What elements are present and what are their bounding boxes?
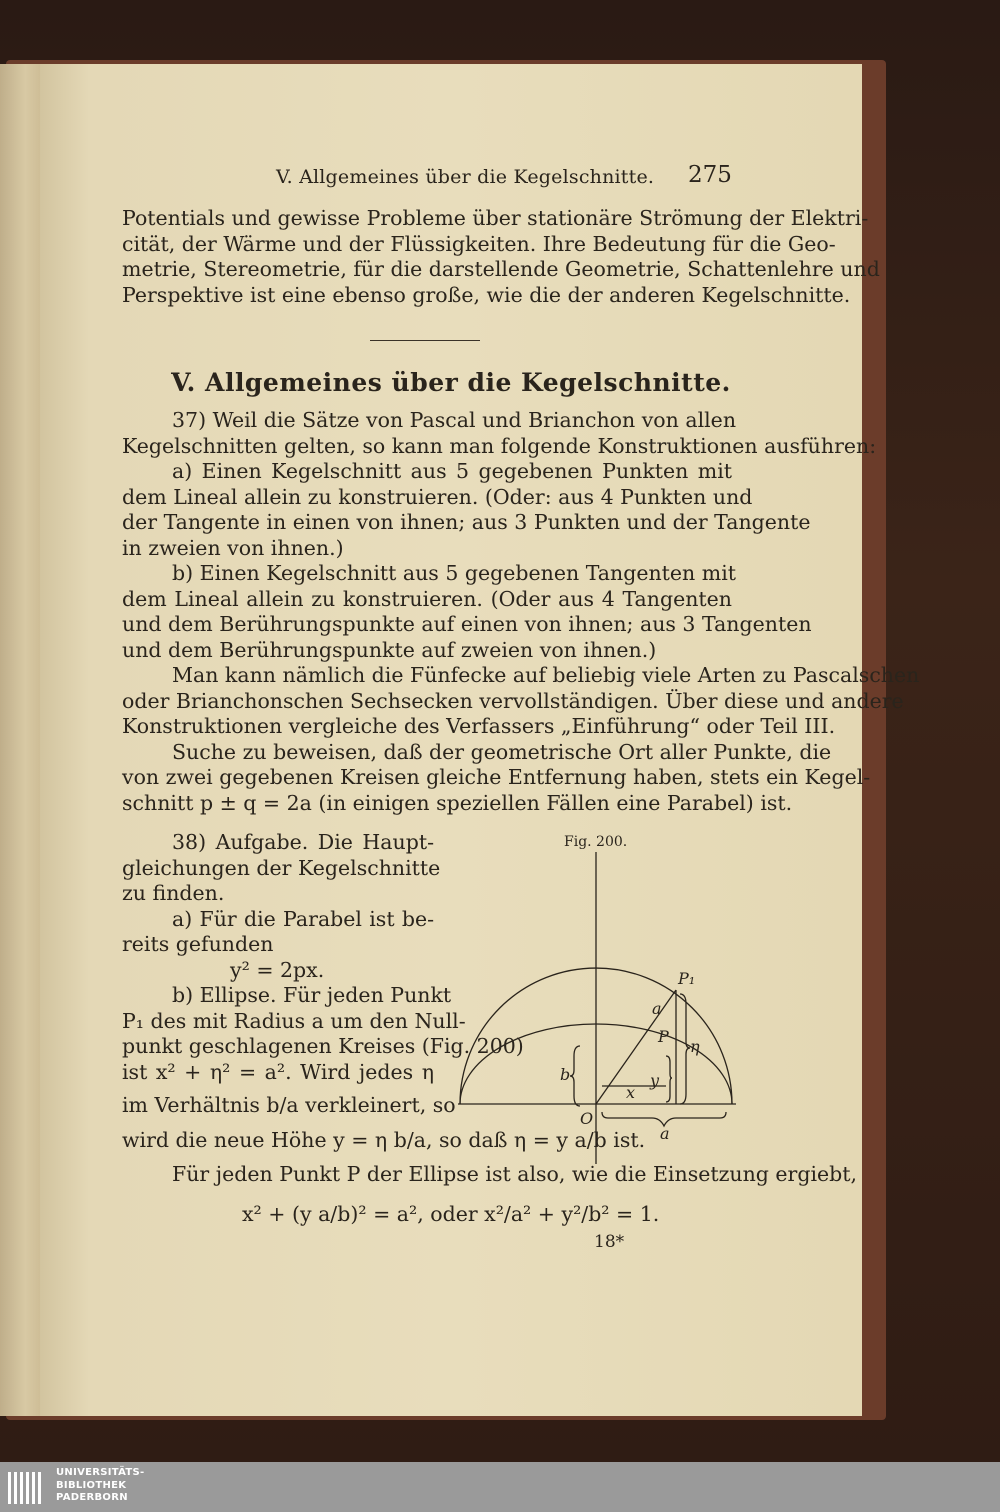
library-logo-icon [6,1468,50,1508]
text-line: schnitt p ± q = 2a (in einigen speziellen Fällen eine Parabel) ist. [122,790,793,815]
signature-mark: 18* [594,1232,625,1252]
text-line: im Verhältnis b/a verkleinert, so [122,1093,456,1117]
text-line: gleichungen der Kegelschnitte [122,855,441,880]
text-line: Suche zu beweisen, daß der geometrische Ort aller Punkte, die [172,739,832,764]
text-line: cität, der Wärme und der Flüssigkeiten. Ihre Bedeutung für die Geo- [122,231,836,256]
radius-line [596,990,676,1104]
label-p: P [658,1027,669,1046]
running-head [40,162,862,196]
body-text [122,408,920,816]
intro-paragraph [122,206,880,308]
text-line: Für jeden Punkt P der Ellipse ist also, wie die Einsetzung ergiebt, [172,1162,858,1186]
text-line: Kegelschnitten gelten, so kann man folgende Konstruktionen ausführen: [122,433,877,458]
b-brace [570,1046,580,1106]
library-name [56,1467,145,1505]
text-line: der Tangente in einen von ihnen; aus 3 Punkten und der Tangente [122,510,811,534]
text-line: und dem Berührungspunkte auf zweien von ihnen.) [122,637,657,662]
text-line: Man kann nämlich die Fünfecke auf beliebig viele Arten zu Pascalschen [172,663,920,687]
library-footer [0,1462,1000,1512]
text-line: a) Für die Parabel ist be- [172,906,434,931]
text-line: b) Ellipse. Für jeden Punkt [172,983,452,1007]
text-line: Potentials und gewisse Probleme über stationäre Strömung der Elektri- [122,206,869,230]
formula-line: x² + (y a/b)² = a², oder x²/a² + y²/b² = 1. [242,1202,660,1226]
section-divider [370,340,480,341]
facing-page-edge [0,64,44,1416]
text-line: 37) Weil die Sätze von Pascal und Brianchon von allen [172,408,737,432]
task-text [122,830,524,1125]
text-line: 38) Aufgabe. Die Haupt- [172,830,434,854]
y-brace [666,1056,672,1102]
library-line: BIBLIOTHEK [56,1479,127,1491]
label-a-radius: a [652,999,662,1018]
text-line: wird die neue Höhe y = η b/a, so daß η = y a/b ist. [122,1128,646,1152]
text-line: P₁ des mit Radius a um den Null- [122,1008,466,1033]
label-b: b [560,1065,571,1084]
figure-caption: Fig. 200. [564,834,628,850]
label-origin: O [580,1109,594,1128]
page-number: 275 [688,162,732,188]
label-eta: η [690,1037,700,1056]
book-page [40,64,920,1416]
text-line: Perspektive ist eine ebenso große, wie die der anderen Kegelschnitte. [122,282,851,307]
text-line: oder Brianchonschen Sechsecken vervollständigen. Über diese und andere [122,688,904,713]
label-y: y [650,1071,660,1090]
section-title: V. Allgemeines über die Kegelschnitte. [171,368,731,397]
text-line: Konstruktionen vergleiche des Verfassers „Einführung“ oder Teil III. [122,714,836,738]
formula-line: y² = 2px. [230,957,325,982]
library-line: UNIVERSITÄTS- [56,1467,145,1478]
text-line: zu finden. [122,881,225,905]
text-line: reits gefunden [122,932,274,956]
text-line: a) Einen Kegelschnitt aus 5 gegebenen Punkten mit [172,459,732,483]
text-line: dem Lineal allein zu konstruieren. (Oder: aus 4 Punkten und [122,484,753,509]
text-line: punkt geschlagenen Kreises (Fig. 200) [122,1034,524,1058]
text-line: dem Lineal allein zu konstruieren. (Oder aus 4 Tangenten [122,586,732,611]
library-line: PADERBORN [56,1492,128,1503]
text-line: in zweien von ihnen.) [122,535,344,560]
eta-brace [680,994,690,1104]
text-line: ist x² + η² = a². Wird jedes η [122,1059,434,1084]
text-line: von zwei gegebenen Kreisen gleiche Entfernung haben, stets ein Kegel- [122,765,871,789]
label-p1: P₁ [678,969,696,988]
label-a-axis: a [660,1124,670,1143]
text-line: b) Einen Kegelschnitt aus 5 gegebenen Tangenten mit [172,561,737,585]
label-x: x [626,1083,636,1102]
running-title: V. Allgemeines über die Kegelschnitte. [276,166,655,188]
text-line: und dem Berührungspunkte auf einen von ihnen; aus 3 Tangenten [122,612,812,636]
text-line: metrie, Stereometrie, für die darstellende Geometrie, Schattenlehre und [122,257,880,281]
